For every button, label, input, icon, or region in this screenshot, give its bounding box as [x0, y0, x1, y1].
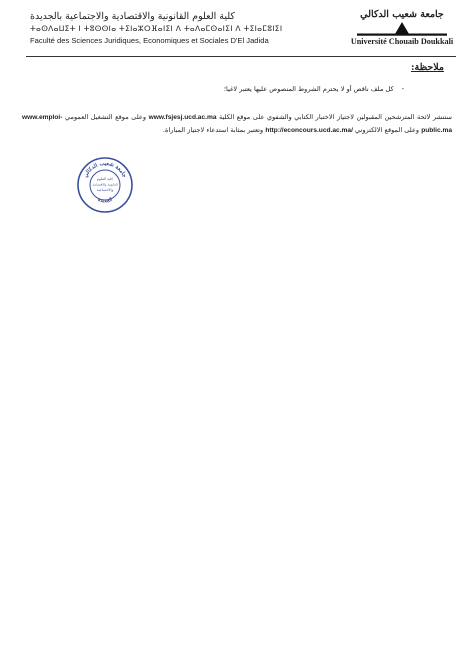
bullet-marker: -: [401, 85, 404, 93]
faculty-name-french: Faculté des Sciences Juridiques, Economiques et Sociales D'El Jadida: [30, 36, 269, 45]
faculty-website-link[interactable]: www.fsjesj.ucd.ac.ma: [148, 114, 217, 121]
stamp-inner-line-2: القانونية والاقتصادية: [92, 182, 118, 187]
note-bullet-item: [224, 85, 404, 93]
stamp-outer-text: جامعة شعيب الدكالي: [82, 160, 128, 179]
paragraph-text-4: وتعتبر بمثابة استدعاء لاجتياز المباراة.: [162, 126, 264, 134]
note-heading: ملاحظة:: [410, 62, 444, 73]
faculty-header: [30, 10, 283, 47]
university-logo-icon: [357, 22, 447, 36]
public-employment-link[interactable]: www.emploi-public.ma: [22, 114, 452, 134]
faculty-name-tifinagh: ⵜⴰⵙⴷⴰⵡⵉⵜ ⵏ ⵜⵓⵙⵙⵏⴰ ⵜⵉⵏⴰⵣⵔⴼⴰⵏⵉⵏ ⴷ ⵜⴰⴷⴰⵎⵙⴰⵏⵉⵏ ⴷ ⵜⵉⵏⴰⵎⵓⵏⵉⵏ: [30, 24, 283, 33]
header-divider: [26, 56, 456, 57]
stamp-inner-line-3: والاجتماعية: [96, 188, 114, 192]
stamp-inner-line-1: كلية العلوم: [96, 177, 114, 181]
official-stamp: [76, 156, 134, 214]
note-bullet-text: كل ملف ناقص أو لا يحترم الشروط المنصوص عليها يعتبر لاغيا؛: [223, 85, 394, 93]
econcours-link[interactable]: http://econcours.ucd.ac.ma/: [265, 127, 353, 134]
paragraph-text-2: وعلى موقع التشغيل العمومي: [62, 113, 147, 121]
university-name-french: Université Chouaib Doukkali: [350, 37, 454, 46]
stamp-bottom-text: الجديدة: [96, 196, 114, 205]
faculty-name-arabic: كلية العلوم القانونية والاقتصادية والاجتماعية بالجديدة: [30, 11, 235, 22]
announcement-paragraph: [22, 111, 452, 137]
university-header: [347, 8, 457, 47]
paragraph-text-3: وعلى الموقع الالكتروني: [352, 126, 420, 134]
university-name-arabic: جامعة شعيب الدكالي: [360, 9, 444, 20]
paragraph-text-1: ستنشر لائحة المترشحين المقبولين لاجتياز الاختبار الكتابي والشفوي على موقع الكلية: [216, 113, 452, 121]
